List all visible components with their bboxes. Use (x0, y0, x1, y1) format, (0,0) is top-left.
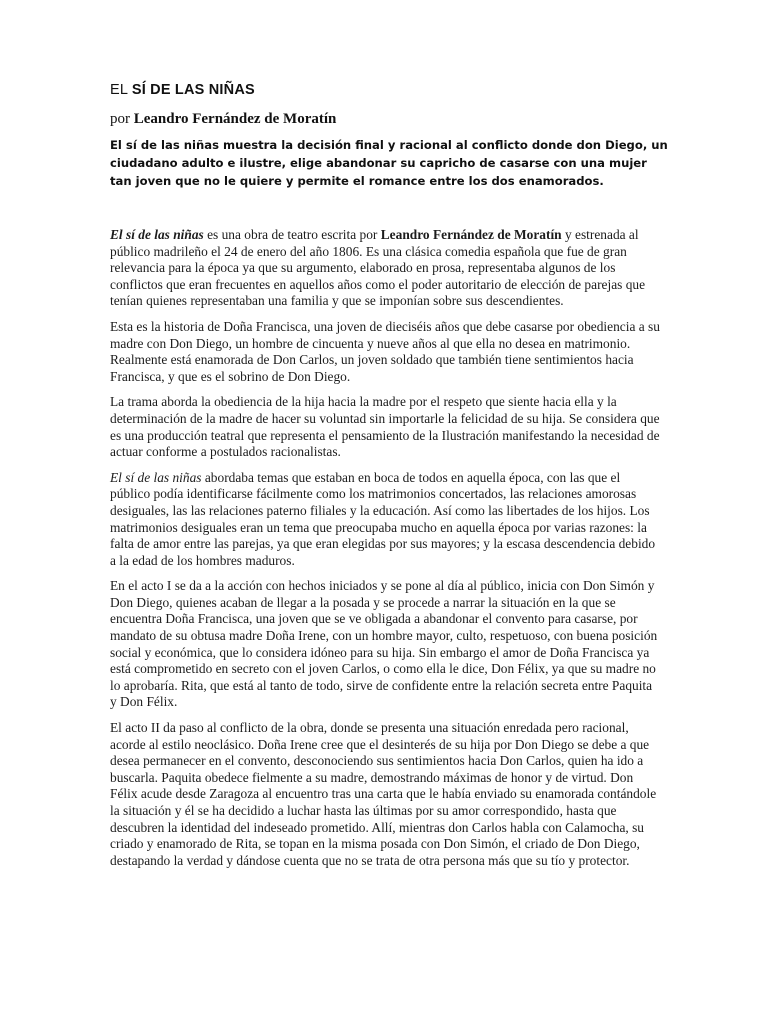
summary-paragraph: El sí de las niñas muestra la decisión final y racional al conflicto donde don Diego, un ciudadano adulto e ilustre, elige abandonar su capricho de casarse con una mujer tan joven que no le quiere y permite el romance entre los dos enamorados. (110, 138, 668, 188)
body-paragraph (110, 227, 662, 310)
document-title (110, 82, 255, 98)
paragraph-text: El acto II da paso al conflicto de la obra, donde se presenta una situación enredada pero racional, acorde al estilo neoclásico. Doña Irene cree que el desinterés de su hija por Don Diego se debe a que desea permanecer en el convento, desconociendo sus sentimientos hacia Don Carlos, quien ha ido a buscarla. Paquita obedece fielmente a su madre, demostrando máximas de honor y de virtud. Don Félix acude desde Zaragoza al encuentro tras una carta que le había enviado su enamorada contándole la situación y él se ha decidido a luchar hasta las últimas por su amor correspondido, hasta que descubren la identidad del indeseado prometido. Allí, mientras don Carlos habla con Calamocha, su criado y enamorado de Rita, se topan en la misma posada con Don Simón, el criado de Don Diego, destapando la verdad y dándose cuenta que no se trata de otra persona más que su tío y protector. (110, 720, 657, 868)
work-title-italic: El sí de las niñas (110, 469, 202, 485)
body-paragraph (110, 394, 662, 460)
title-main: SÍ DE LAS NIÑAS (131, 82, 255, 98)
work-title-emphasis: El sí de las niñas (110, 227, 204, 242)
author-name-emphasis: Leandro Fernández de Moratín (380, 227, 562, 242)
body-paragraph (110, 470, 662, 570)
paragraph-text: Esta es la historia de Doña Francisca, una joven de dieciséis años que debe casarse por obediencia a su madre con Don Diego, un hombre de cincuenta y nueve años al que ella no desea en matrimonio. Realmente está enamorada de Don Carlos, un joven soldado que también tiene sentimientos hacia Francisca, y que es el sobrino de Don Diego. (110, 318, 660, 384)
body-paragraph (110, 578, 662, 711)
body-paragraph (110, 720, 662, 869)
author-name: Leandro Fernández de Moratín (133, 111, 337, 127)
paragraph-text: es una obra de teatro escrita por (203, 227, 381, 242)
author-byline (110, 111, 336, 128)
body-paragraph (110, 319, 662, 385)
paragraph-text: y estrenada al público madrileño el 24 de enero del año 1806. Es una clásica comedia española que fue de gran relevancia para la época ya que su argumento, elaborado en prosa, representaba algunos de los conflictos que eran frecuentes en aquellos años como el poder autoritario de elección de parejas que tenían quienes representaban una familia y que se imponían sobre sus descendientes. (110, 227, 646, 309)
title-prefix: EL (110, 82, 132, 98)
paragraph-text: En el acto I se da a la acción con hechos iniciados y se pone al día al público, inicia con Don Simón y Don Diego, quienes acaban de llegar a la posada y se procede a narrar la situación en la que se encuentra Doña Francisca, una joven que se ve obligada a abandonar el convento para casarse, por mandato de su obtusa madre Doña Irene, con un hombre mayor, culto, respetuoso, con buena posición social y económica, que lo considera idóneo para su hija. Sin embargo el amor de Doña Francisca ya está comprometido en secreto con el joven Carlos, o como ella le dice, Don Félix, ya que su madre no lo aprobaría. Rita, que está al tanto de todo, sirve de confidente entre la relación secreta entre Paquita y Don Félix. (110, 578, 658, 710)
body-text (110, 227, 662, 878)
byline-prefix: por (110, 111, 134, 127)
paragraph-text: La trama aborda la obediencia de la hija hacia la madre por el respeto que siente hacia ella y la determinación de la madre de hacer su voluntad sin importarle la felicidad de su hija. Se considera que es una producción teatral que representa el pensamiento de la Ilustración manifestando la necesidad de actuar conforme a postulados racionalistas. (110, 394, 660, 460)
paragraph-text: abordaba temas que estaban en boca de todos en aquella época, con las que el público podía identificarse fácilmente como los matrimonios concertados, las relaciones amorosas desiguales, las las relaciones paterno filiales y la educación. Así como las libertades de los hijos. Los matrimonios desiguales eran un tema que preocupaba mucho en aquella época por varias razones: la falta de amor entre las parejas, ya que eran elegidas por sus mayores; y la escasa descendencia debido a la edad de los hombres maduros. (110, 469, 656, 568)
